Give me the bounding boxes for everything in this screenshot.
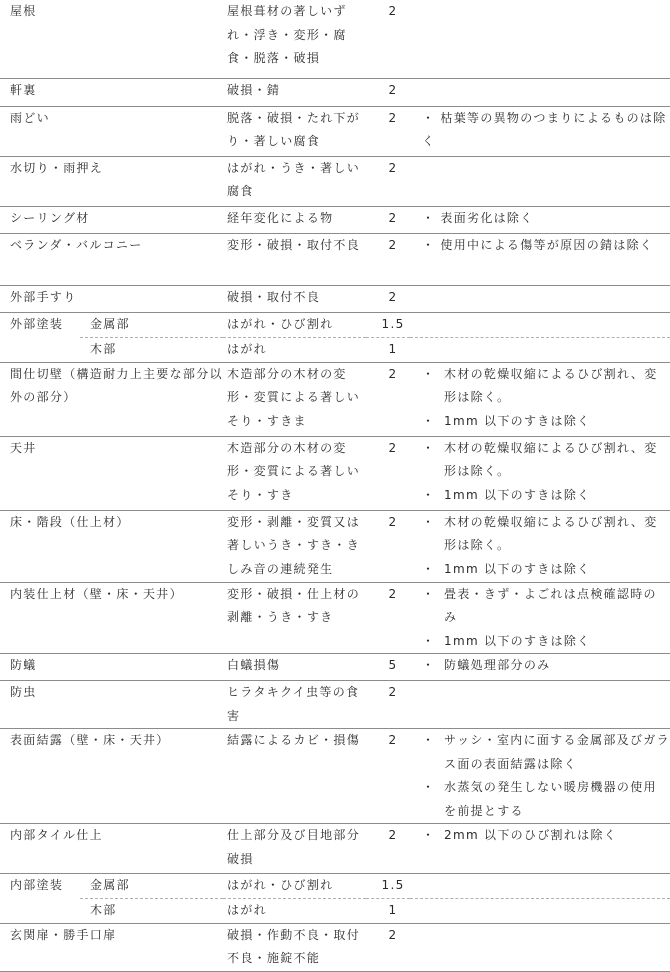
years-cell: 1 xyxy=(366,898,410,923)
table-row xyxy=(0,923,670,971)
note-text: 木材の乾燥収縮によるひび割れ、変形は除く。 xyxy=(444,366,658,404)
bullet: ・ xyxy=(422,561,436,576)
note-text: 1mm 以下のすきは除く xyxy=(444,561,591,576)
years-cell: 1.5 xyxy=(366,312,410,337)
note-cell: ・ 表面劣化は除く xyxy=(410,206,670,233)
part-cell: 天井 xyxy=(0,436,223,510)
part-cell: 内部タイル仕上 xyxy=(0,824,223,874)
note-cell xyxy=(410,923,670,971)
bullet: ・ xyxy=(422,828,436,842)
part-cell: シーリング材 xyxy=(0,206,223,233)
note-cell xyxy=(410,681,670,729)
table-row xyxy=(0,681,670,729)
note-cell xyxy=(410,78,670,106)
phenomenon-cell: 木造部分の木材の変形・変質による著しいそり・すきま xyxy=(223,362,366,436)
table-row xyxy=(0,0,670,78)
note-cell xyxy=(410,337,670,362)
phenomenon-cell: 変形・破損・取付不良 xyxy=(223,233,366,285)
years-cell: 2 xyxy=(366,0,410,78)
part-cell: ベランダ・バルコニー xyxy=(0,233,223,285)
phenomenon-cell: ヒラタキクイ虫等の食害 xyxy=(223,681,366,729)
note-text: サッシ・室内に面する金属部及びガラス面の表面結露は除く xyxy=(444,733,670,771)
part-cell: 屋根 xyxy=(0,0,223,78)
phenomenon-cell: 変形・破損・仕上材の剥離・うき・すき xyxy=(223,582,366,654)
note-cell xyxy=(410,436,670,510)
part-cell: 外部手すり xyxy=(0,285,223,312)
part-cell: 床・階段（仕上材） xyxy=(0,510,223,582)
years-cell: 2 xyxy=(366,206,410,233)
bullet: ・ xyxy=(422,413,436,428)
note-text: 1mm 以下のすきは除く xyxy=(444,413,591,428)
years-cell: 2 xyxy=(366,436,410,510)
years-cell: 2 xyxy=(366,510,410,582)
table-row xyxy=(0,233,670,285)
years-cell: 5 xyxy=(366,654,410,681)
years-cell: 2 xyxy=(366,582,410,654)
subpart-cell: 木部 xyxy=(80,337,223,362)
note-text: 木材の乾燥収縮によるひび割れ、変形は除く。 xyxy=(444,514,658,552)
note-cell xyxy=(410,312,670,337)
note-cell xyxy=(410,824,670,874)
note-cell xyxy=(410,285,670,312)
phenomenon-cell: 破損・取付不良 xyxy=(223,285,366,312)
phenomenon-cell: 仕上部分及び目地部分破損 xyxy=(223,824,366,874)
note-cell xyxy=(410,898,670,923)
part-cell: 内部塗装 xyxy=(0,874,80,924)
note-text: 水蒸気の発生しない暖房機器の使用を前提とする xyxy=(444,780,657,818)
note-cell xyxy=(410,654,670,681)
table-row xyxy=(0,106,670,156)
table-row xyxy=(0,285,670,312)
part-cell: 内装仕上材（壁・床・天井） xyxy=(0,582,223,654)
subpart-cell: 金属部 xyxy=(80,874,223,899)
table-row xyxy=(0,729,670,824)
table-row xyxy=(0,78,670,106)
years-cell: 2 xyxy=(366,285,410,312)
note-text: 1mm 以下のすきは除く xyxy=(444,487,591,502)
table-row xyxy=(0,874,670,899)
years-cell: 2 xyxy=(366,233,410,285)
table-row xyxy=(0,654,670,681)
note-cell xyxy=(410,582,670,654)
years-cell: 2 xyxy=(366,681,410,729)
note-text: 2mm 以下のひび割れは除く xyxy=(444,828,618,842)
phenomenon-cell: はがれ xyxy=(223,337,366,362)
bullet: ・ xyxy=(422,733,436,747)
years-cell: 2 xyxy=(366,362,410,436)
part-cell: 玄関扉・勝手口扉 xyxy=(0,923,223,971)
years-cell: 2 xyxy=(366,106,410,156)
years-cell: 2 xyxy=(366,78,410,106)
phenomenon-cell: はがれ・うき・著しい腐食 xyxy=(223,156,366,206)
phenomenon-cell: 木造部分の木材の変形・変質による著しいそり・すき xyxy=(223,436,366,510)
part-cell: 表面結露（壁・床・天井） xyxy=(0,729,223,824)
table-row xyxy=(0,312,670,337)
phenomenon-cell: 経年変化による物 xyxy=(223,206,366,233)
note-cell: ・ 枯葉等の異物のつまりによるものは除く xyxy=(410,106,670,156)
phenomenon-cell: はがれ・ひび割れ xyxy=(223,874,366,899)
years-cell: 2 xyxy=(366,923,410,971)
note-text: 畳表・きず・よごれは点検確認時のみ xyxy=(444,586,657,624)
bullet: ・ xyxy=(422,658,436,672)
phenomenon-cell: 破損・作動不良・取付不良・施錠不能 xyxy=(223,923,366,971)
bullet: ・ xyxy=(422,780,436,794)
note-cell xyxy=(410,362,670,436)
part-cell: 防虫 xyxy=(0,681,223,729)
years-cell: 2 xyxy=(366,824,410,874)
bullet: ・ xyxy=(422,440,436,455)
note-cell xyxy=(410,874,670,899)
part-cell: 間仕切壁（構造耐力上主要な部分以外の部分） xyxy=(0,362,223,436)
subpart-cell: 木部 xyxy=(80,898,223,923)
note-cell xyxy=(410,156,670,206)
note-text: 1mm 以下のすきは除く xyxy=(444,633,591,648)
table-row xyxy=(0,206,670,233)
phenomenon-cell: 結露によるカビ・損傷 xyxy=(223,729,366,824)
part-cell: 雨どい xyxy=(0,106,223,156)
years-cell: 1.5 xyxy=(366,874,410,899)
note-text: 防蟻処理部分のみ xyxy=(444,658,551,672)
note-cell xyxy=(410,510,670,582)
subpart-cell: 金属部 xyxy=(80,312,223,337)
years-cell: 2 xyxy=(366,729,410,824)
bullet: ・ xyxy=(422,366,436,381)
table-row xyxy=(0,824,670,874)
note-cell xyxy=(410,729,670,824)
table-row xyxy=(0,436,670,510)
note-cell xyxy=(410,0,670,78)
table-row xyxy=(0,582,670,654)
table-row xyxy=(0,898,670,923)
part-cell: 軒裏 xyxy=(0,78,223,106)
phenomenon-cell: 破損・錆 xyxy=(223,78,366,106)
table-row xyxy=(0,510,670,582)
bullet: ・ xyxy=(422,586,436,601)
part-cell: 水切り・雨押え xyxy=(0,156,223,206)
years-cell: 1 xyxy=(366,337,410,362)
phenomenon-cell: 脱落・破損・たれ下がり・著しい腐食 xyxy=(223,106,366,156)
phenomenon-cell: 屋根葺材の著しいずれ・浮き・変形・腐食・脱落・破損 xyxy=(223,0,366,78)
phenomenon-cell: 白蟻損傷 xyxy=(223,654,366,681)
note-text: 木材の乾燥収縮によるひび割れ、変形は除く。 xyxy=(444,440,658,478)
note-cell: ・ 使用中による傷等が原因の錆は除く xyxy=(410,233,670,285)
table-row xyxy=(0,156,670,206)
part-cell: 外部塗装 xyxy=(0,312,80,362)
part-cell: 防蟻 xyxy=(0,654,223,681)
phenomenon-cell: 変形・剥離・変質又は著しいうき・すき・きしみ音の連続発生 xyxy=(223,510,366,582)
bullet: ・ xyxy=(422,487,436,502)
phenomenon-cell: はがれ・ひび割れ xyxy=(223,312,366,337)
phenomenon-cell: はがれ xyxy=(223,898,366,923)
bullet: ・ xyxy=(422,633,436,648)
table-row xyxy=(0,362,670,436)
table-row xyxy=(0,337,670,362)
years-cell: 2 xyxy=(366,156,410,206)
bullet: ・ xyxy=(422,514,436,529)
